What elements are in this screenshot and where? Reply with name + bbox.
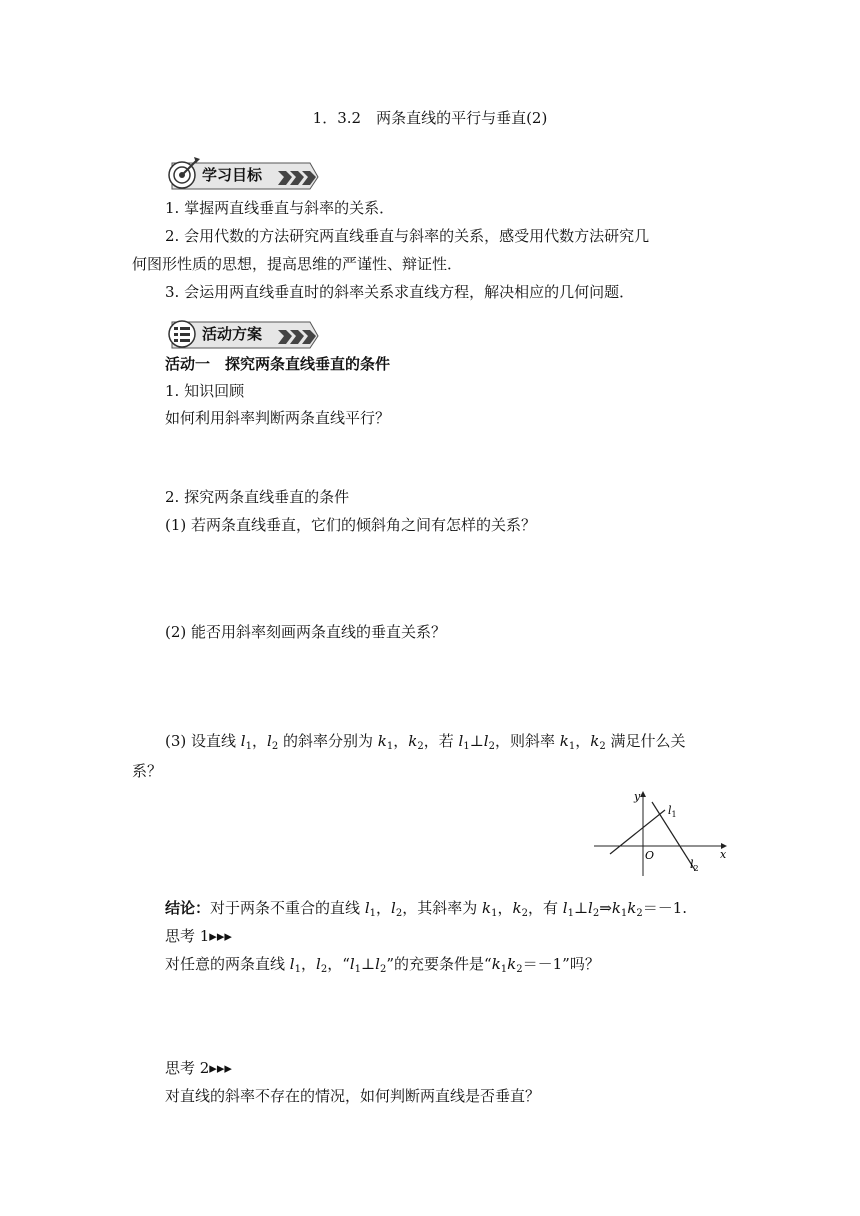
explore-title: 2. 探究两条直线垂直的条件 — [165, 488, 350, 506]
goal-2: 2. 会用代数的方法研究两直线垂直与斜率的关系，感受用代数方法研究几 — [165, 227, 650, 245]
question-2: (2) 能否用斜率刻画两条直线的垂直关系？ — [165, 623, 447, 641]
review-title: 1. 知识回顾 — [165, 382, 245, 400]
activity-heading: 活动一 探究两条直线垂直的条件 — [165, 355, 391, 373]
think-2-label: 思考 2▸▸▸ — [165, 1059, 232, 1077]
goal-2-cont: 何图形性质的思想，提高思维的严谨性、辩证性． — [132, 255, 463, 273]
x-label: x — [720, 848, 727, 861]
question-3: (3) 设直线 $l_1$，$l_2$ 的斜率分别为 $k_1$，$k_2$，若 $l_1\perp l_2$，则斜率 $k_1$，$k_2$ 满足什么关 — [165, 732, 686, 752]
review-question: 如何利用斜率判断两条直线平行？ — [165, 409, 391, 427]
page-title: 1．3.2 两条直线的平行与垂直(2) — [312, 109, 548, 127]
activity-plan-banner — [160, 314, 320, 350]
origin-label: O — [645, 849, 655, 862]
line-l1 — [610, 810, 665, 854]
question-3-cont: 系？ — [132, 762, 163, 780]
goal-1: 1. 掌握两直线垂直与斜率的关系． — [165, 199, 395, 217]
conclusion: 结论：对于两条不重合的直线 $l_1$，$l_2$，其斜率为 $k_1$，$k_2$，有 $l_1\perp l_2\Rightarrow k_1k_2=-1$. — [165, 899, 688, 919]
learning-goals-banner — [160, 155, 320, 191]
y-label: y — [634, 790, 641, 803]
l2-label: $l_2$ — [690, 858, 699, 873]
goal-3: 3. 会运用两直线垂直时的斜率关系求直线方程，解决相应的几何问题． — [165, 283, 635, 301]
think-2-question: 对直线的斜率不存在的情况，如何判断两直线是否垂直？ — [165, 1087, 541, 1105]
question-1: (1) 若两条直线垂直，它们的倾斜角之间有怎样的关系？ — [165, 516, 537, 534]
think-1-label: 思考 1▸▸▸ — [165, 927, 232, 945]
perpendicular-lines-figure — [590, 788, 735, 884]
think-1-question: 对任意的两条直线 $l_1$，$l_2$，“$l_1\perp l_2$”的充要条件是“$k_1k_2=-1$”吗？ — [165, 955, 600, 975]
l1-label: $l_1$ — [668, 804, 677, 819]
banner-label: 活动方案 — [202, 325, 263, 343]
banner-label: 学习目标 — [202, 166, 263, 184]
